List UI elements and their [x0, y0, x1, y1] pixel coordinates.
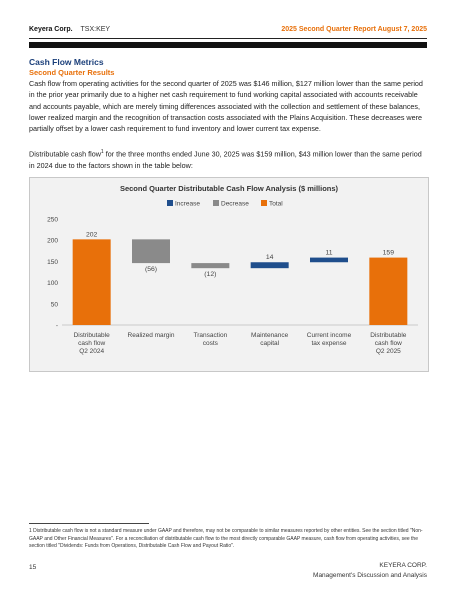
x-tick-label: Maintenance — [251, 332, 289, 339]
page-header — [29, 26, 427, 38]
x-tick-label: Distributable — [73, 332, 110, 339]
legend-label-total: Total — [269, 200, 283, 208]
ticker: TSX:KEY — [80, 26, 111, 33]
bar-4 — [310, 258, 348, 263]
y-tick-label: - — [55, 322, 58, 330]
header-rule-thick — [29, 42, 427, 48]
bar-label-1: (56) — [144, 266, 158, 274]
paragraph-operating-cash-flow: Cash flow from operating activities for the second quarter of 2025 was $146 million, $127 million lower than the same period in the prior year primarily due to a higher net cash requirement to fund working capital associated with accounts receivable and accounts payable, which are merely timing differences associated with the collection and settlement of these balances, lower realized margin and the recognition of transaction costs associated with the Plains Acquisition. These decreases were partially offset by a lower cash requirement to fund inventory and lower current tax expense. — [29, 79, 423, 134]
x-tick-label: Q2 2025 — [375, 348, 401, 355]
footer-company: KEYERA CORP. — [379, 562, 427, 569]
footer-doc: Management's Discussion and Analysis — [313, 572, 427, 579]
x-tick-label: Distributable — [370, 332, 407, 339]
report-title: 2025 Second Quarter Report August 7, 2025 — [281, 26, 427, 33]
x-tick-label: Realized margin — [127, 332, 175, 339]
section-title: Cash Flow Metrics — [29, 57, 104, 67]
bar-1 — [132, 239, 170, 263]
bar-0 — [73, 239, 111, 325]
legend-label-decrease: Decrease — [221, 200, 249, 208]
bar-label-2: (12) — [204, 271, 217, 279]
bar-3 — [251, 262, 289, 268]
y-tick-label: 50 — [50, 301, 58, 309]
x-tick-label: Q2 2024 — [79, 348, 105, 355]
bar-label-0: 202 — [85, 231, 98, 239]
legend-swatch-decrease — [213, 200, 219, 206]
section-subtitle: Second Quarter Results — [29, 68, 115, 77]
legend-swatch-total — [261, 200, 267, 206]
dcf-term: Distributable cash flow — [29, 149, 101, 159]
bar-label-4: 11 — [325, 249, 333, 257]
footnote-ref: 1 — [100, 149, 104, 155]
x-tick-label: capital — [260, 340, 280, 347]
bar-label-5: 159 — [382, 249, 395, 257]
bar-2 — [191, 263, 229, 268]
chart-container — [29, 177, 429, 372]
x-tick-label: costs — [202, 340, 218, 347]
dcf-text: for the three months ended June 30, 2025 was $159 million, $43 million lower than the same period in 2024 due to the factors shown in the table below: — [29, 149, 422, 170]
waterfall-chart — [30, 178, 428, 371]
x-tick-label: Current income — [306, 332, 352, 339]
y-tick-label: 200 — [47, 237, 58, 245]
x-tick-label: tax expense — [311, 340, 347, 347]
y-tick-label: 150 — [47, 258, 58, 266]
footnote-rule — [29, 523, 149, 524]
legend-label-increase: Increase — [175, 200, 200, 208]
bar-label-3: 14 — [265, 254, 274, 262]
page-number: 15 — [29, 564, 37, 571]
x-tick-label: Transaction — [193, 332, 228, 339]
y-tick-label: 100 — [47, 280, 58, 288]
x-tick-label: cash flow — [78, 340, 106, 347]
company-name: Keyera Corp. — [29, 26, 73, 33]
chart-title: Second Quarter Distributable Cash Flow Analysis ($ millions) — [119, 184, 339, 193]
footnote: 1 Distributable cash flow is not a standard measure under GAAP and therefore, may not be comparable to similar measures reported by other entities. See the section titled "Non-GAAP and Other Financial Measures". For a reconciliation of distributable cash flow to the most directly comparable GAAP measure, cash flow from operating activities, see the section titled "Dividends: Funds from Operations, Distributable Cash Flow and Payout Ratio". — [29, 528, 423, 549]
y-tick-label: 250 — [47, 216, 58, 224]
paragraph-distributable-cash-flow — [29, 147, 427, 171]
bar-5 — [369, 258, 407, 325]
header-rule-thin — [29, 38, 427, 39]
legend-swatch-increase — [167, 200, 173, 206]
x-tick-label: cash flow — [374, 340, 402, 347]
